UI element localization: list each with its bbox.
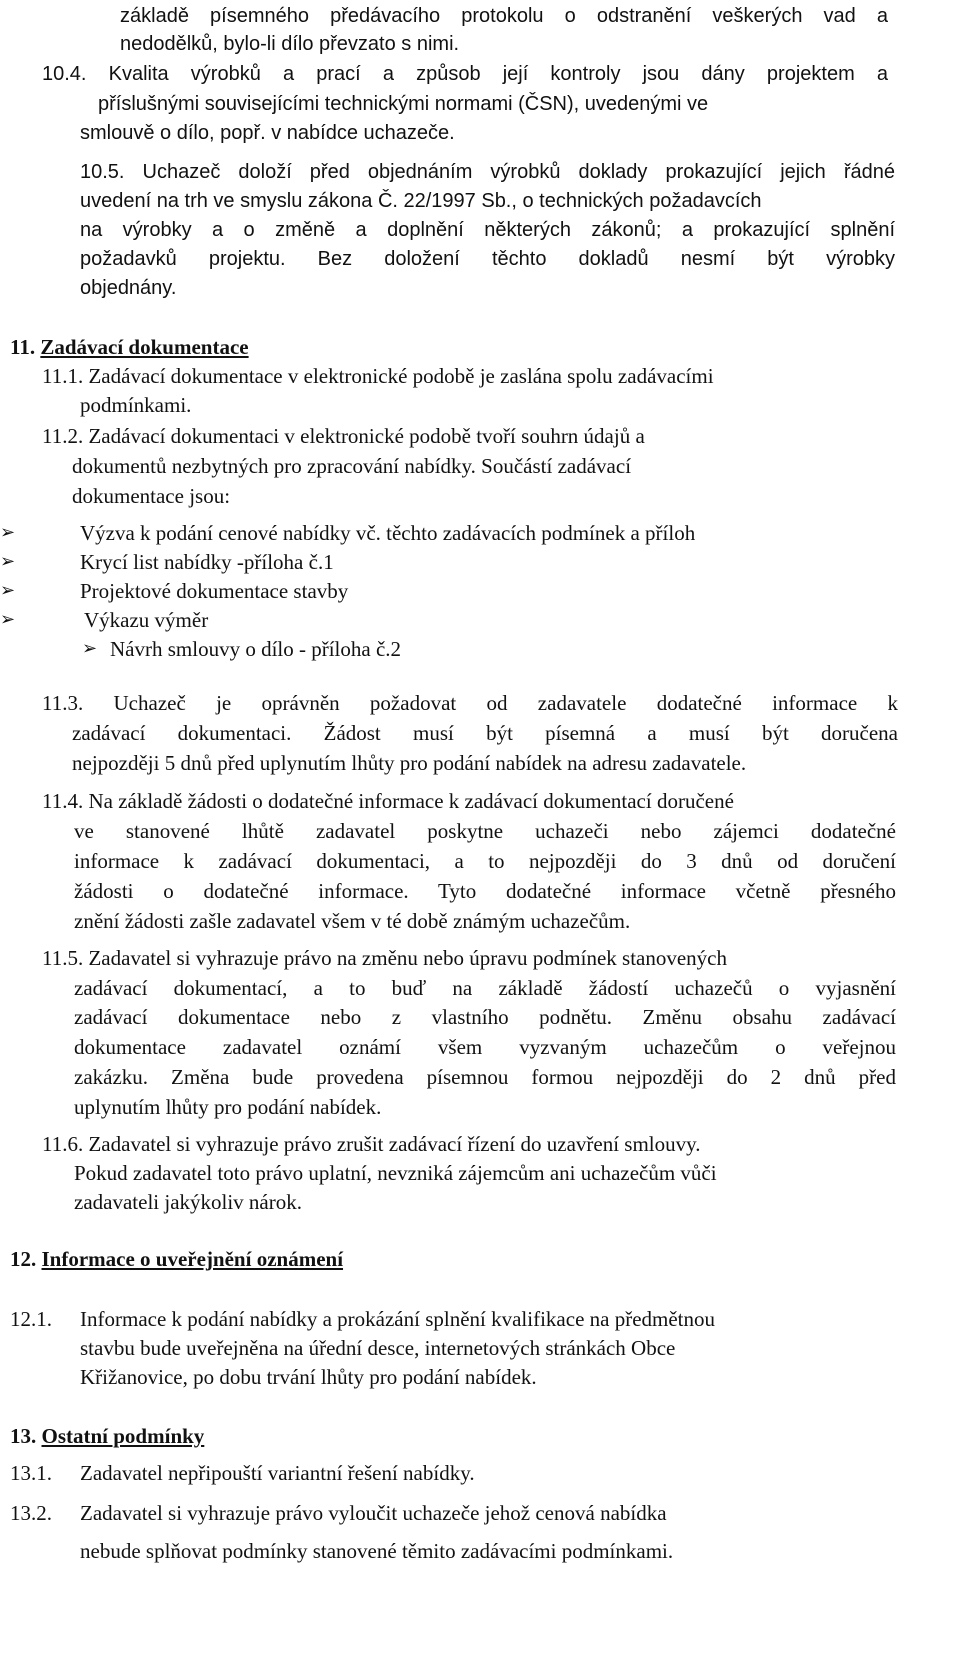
section-title: Ostatní podmínky bbox=[41, 1424, 205, 1448]
bullet-item: Výkazu výměr bbox=[84, 608, 209, 632]
paragraph-11-6-line: zadavateli jakýkoliv nárok. bbox=[74, 1190, 302, 1214]
bullet-item: Krycí list nabídky -příloha č.1 bbox=[80, 550, 334, 574]
paragraph-11-4-line: informace k zadávací dokumentaci, a to nejpozději do 3 dnů od doručení bbox=[74, 849, 896, 873]
paragraph-12-1-line: Křižanovice, po dobu trvání lhůty pro podání nabídek. bbox=[80, 1365, 537, 1389]
paragraph-13-2-number: 13.2. bbox=[10, 1501, 52, 1525]
paragraph-11-2-line: dokumentů nezbytných pro zpracování nabídky. Součástí zadávací bbox=[72, 454, 632, 478]
paragraph-10-4-line: smlouvě o dílo, popř. v nabídce uchazeče. bbox=[80, 122, 455, 144]
paragraph-11-5-line: dokumentace zadavatel oznámí všem vyzvaným uchazečům o veřejnou bbox=[74, 1035, 896, 1059]
paragraph-11-2-line: 11.2. Zadávací dokumentaci v elektronické podobě tvoří souhrn údajů a bbox=[42, 424, 645, 448]
paragraph-11-1-line: podmínkami. bbox=[80, 393, 192, 417]
section-number: 11. bbox=[10, 335, 36, 359]
paragraph-11-1-line: 11.1. Zadávací dokumentace v elektronické podobě je zaslána spolu zadávacími bbox=[42, 364, 714, 388]
arrowhead-bullet-icon: ➢ bbox=[82, 638, 98, 659]
section-12-heading bbox=[10, 1245, 343, 1273]
paragraph-11-4-line: žádosti o dodatečné informace. Tyto dodatečné informace včetně přesného bbox=[74, 879, 896, 903]
paragraph-13-2-line: Zadavatel si vyhrazuje právo vyloučit uchazeče jehož cenová nabídka bbox=[80, 1501, 667, 1525]
paragraph-11-4-line: 11.4. Na základě žádosti o dodatečné informace k zadávací dokumentací doručené bbox=[42, 789, 734, 813]
bullet-item: Výzva k podání cenové nabídky vč. těchto zadávacích podmínek a příloh bbox=[80, 521, 696, 545]
arrowhead-bullet-icon: ➢ bbox=[0, 609, 16, 630]
paragraph-10-4-line: 10.4. Kvalita výrobků a prací a způsob její kontroly jsou dány projektem a bbox=[42, 63, 888, 85]
paragraph-10-5-line: na výrobky a o změně a doplnění některých zákonů; a prokazující splnění bbox=[80, 219, 895, 241]
paragraph-13-1-number: 13.1. bbox=[10, 1461, 52, 1485]
paragraph-12-1-line: stavbu bude uveřejněna na úřední desce, internetových stránkách Obce bbox=[80, 1336, 676, 1360]
paragraph-10-5-line: objednány. bbox=[80, 277, 177, 299]
paragraph-10-5-line: požadavků projektu. Bez doložení těchto dokladů nesmí být výrobky bbox=[80, 248, 895, 270]
paragraph-11-3-line: 11.3. Uchazeč je oprávněn požadovat od zadavatele dodatečné informace k bbox=[42, 691, 898, 715]
paragraph-11-5-line: zakázku. Změna bude provedena písemnou formou nejpozději do 2 dnů před bbox=[74, 1065, 896, 1089]
paragraph-10-3-line: základě písemného předávacího protokolu o odstranění veškerých vad a bbox=[120, 5, 888, 27]
paragraph-11-6-line: Pokud zadavatel toto právo uplatní, nevzniká zájemcům ani uchazečům vůči bbox=[74, 1161, 717, 1185]
section-number: 12. bbox=[10, 1247, 37, 1271]
paragraph-11-5-line: uplynutím lhůty pro podání nabídek. bbox=[74, 1095, 382, 1119]
paragraph-10-3-line: nedodělků, bylo-li dílo převzato s nimi. bbox=[120, 33, 460, 55]
paragraph-11-2-line: dokumentace jsou: bbox=[72, 484, 231, 508]
section-title: Informace o uveřejnění oznámení bbox=[41, 1247, 344, 1271]
paragraph-11-5-line: zadávací dokumentací, a to buď na základě žádostí uchazečů o vyjasnění bbox=[74, 976, 896, 1000]
paragraph-11-5-line: 11.5. Zadavatel si vyhrazuje právo na změnu nebo úpravu podmínek stanovených bbox=[42, 946, 728, 970]
paragraph-11-4-line: znění žádosti zašle zadavatel všem v té době známým uchazečům. bbox=[74, 909, 631, 933]
paragraph-10-5-line: uvedení na trh ve smyslu zákona Č. 22/1997 Sb., o technických požadavcích bbox=[80, 190, 762, 212]
paragraph-11-4-line: ve stanovené lhůtě zadavatel poskytne uchazeči nebo zájemci dodatečné bbox=[74, 819, 896, 843]
bullet-item: Návrh smlouvy o dílo - příloha č.2 bbox=[110, 637, 402, 661]
section-number: 13. bbox=[10, 1424, 37, 1448]
paragraph-13-1-text: Zadavatel nepřipouští variantní řešení nabídky. bbox=[80, 1461, 475, 1485]
paragraph-10-4-line: příslušnými souvisejícími technickými normami (ČSN), uvedenými ve bbox=[98, 93, 709, 115]
bullet-item: Projektové dokumentace stavby bbox=[80, 579, 349, 603]
paragraph-12-1-number: 12.1. bbox=[10, 1307, 52, 1331]
paragraph-11-3-line: zadávací dokumentaci. Žádost musí být písemná a musí být doručena bbox=[72, 721, 898, 745]
arrowhead-bullet-icon: ➢ bbox=[0, 580, 16, 601]
paragraph-13-2-line: nebude splňovat podmínky stanovené těmito zadávacími podmínkami. bbox=[80, 1539, 674, 1563]
arrowhead-bullet-icon: ➢ bbox=[0, 551, 16, 572]
paragraph-11-6-line: 11.6. Zadavatel si vyhrazuje právo zrušit zadávací řízení do uzavření smlouvy. bbox=[42, 1132, 701, 1156]
paragraph-10-5-line: 10.5. Uchazeč doloží před objednáním výrobků doklady prokazující jejich řádné bbox=[80, 161, 895, 183]
section-11-heading bbox=[10, 333, 249, 361]
paragraph-12-1-line: Informace k podání nabídky a prokázání splnění kvalifikace na předmětnou bbox=[80, 1307, 716, 1331]
paragraph-11-3-line: nejpozději 5 dnů před uplynutím lhůty pro podání nabídek na adresu zadavatele. bbox=[72, 751, 747, 775]
paragraph-11-5-line: zadávací dokumentace nebo z vlastního podnětu. Změnu obsahu zadávací bbox=[74, 1005, 896, 1029]
section-13-heading bbox=[10, 1422, 204, 1450]
section-title: Zadávací dokumentace bbox=[40, 335, 249, 359]
arrowhead-bullet-icon: ➢ bbox=[0, 522, 16, 543]
